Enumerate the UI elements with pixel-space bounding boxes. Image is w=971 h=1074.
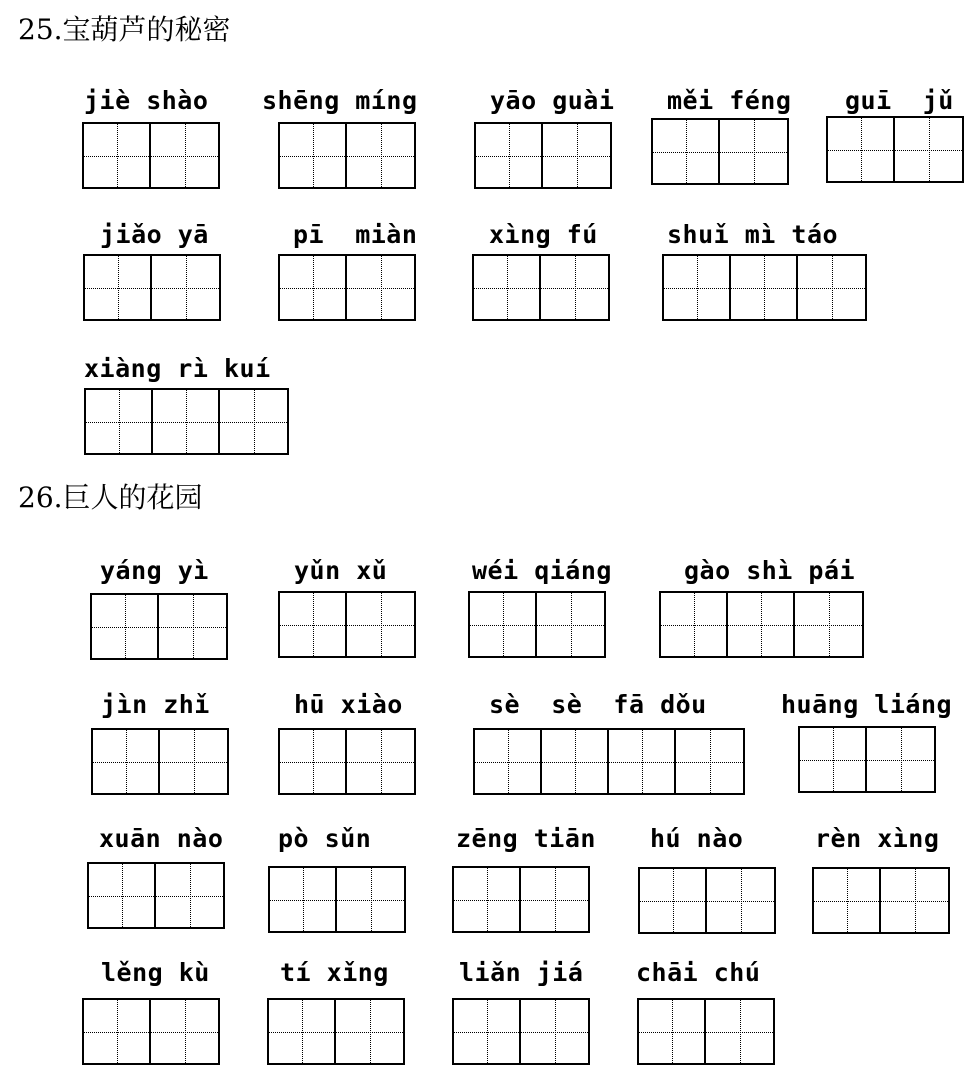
pinyin-label: shēng míng <box>262 86 418 115</box>
pinyin-label: jiǎo yā <box>100 220 209 249</box>
character-box[interactable] <box>895 118 962 181</box>
character-box[interactable] <box>706 1000 773 1063</box>
writing-grid <box>84 388 289 455</box>
character-box[interactable] <box>336 1000 403 1063</box>
character-box[interactable] <box>84 124 151 187</box>
character-box[interactable] <box>151 124 218 187</box>
character-box[interactable] <box>640 869 707 932</box>
character-box[interactable] <box>220 390 287 453</box>
character-box[interactable] <box>521 868 588 931</box>
character-box[interactable] <box>89 864 156 927</box>
writing-grid <box>651 118 789 185</box>
writing-grid <box>473 728 745 795</box>
writing-grid <box>278 591 416 658</box>
writing-grid <box>268 866 406 933</box>
writing-grid <box>82 998 220 1065</box>
writing-grid <box>91 728 229 795</box>
writing-grid <box>474 122 612 189</box>
character-box[interactable] <box>152 256 219 319</box>
character-box[interactable] <box>454 1000 521 1063</box>
character-box[interactable] <box>475 730 542 793</box>
section-title-26: 26.巨人的花园 <box>18 481 203 514</box>
character-box[interactable] <box>280 593 347 656</box>
pinyin-label: gào shì pái <box>684 556 856 585</box>
pinyin-label: shuǐ mì táo <box>667 220 839 249</box>
character-box[interactable] <box>537 593 604 656</box>
character-box[interactable] <box>542 730 609 793</box>
pinyin-label: jìn zhǐ <box>101 690 210 719</box>
character-box[interactable] <box>541 256 608 319</box>
pinyin-label: měi féng <box>667 86 792 115</box>
character-box[interactable] <box>347 256 414 319</box>
character-box[interactable] <box>86 390 153 453</box>
writing-grid <box>452 866 590 933</box>
character-box[interactable] <box>828 118 895 181</box>
character-box[interactable] <box>151 1000 218 1063</box>
character-box[interactable] <box>159 595 226 658</box>
writing-grid <box>468 591 606 658</box>
writing-grid <box>82 122 220 189</box>
writing-grid <box>278 122 416 189</box>
pinyin-label: yǔn xǔ <box>294 556 388 585</box>
character-box[interactable] <box>347 124 414 187</box>
character-box[interactable] <box>639 1000 706 1063</box>
character-box[interactable] <box>93 730 160 793</box>
character-box[interactable] <box>653 120 720 183</box>
character-box[interactable] <box>280 124 347 187</box>
pinyin-label: chāi chú <box>636 958 761 987</box>
character-box[interactable] <box>85 256 152 319</box>
pinyin-label: guī jǔ <box>845 86 954 115</box>
writing-grid <box>659 591 864 658</box>
character-box[interactable] <box>798 256 865 319</box>
writing-grid <box>90 593 228 660</box>
character-box[interactable] <box>661 593 728 656</box>
writing-grid <box>278 254 416 321</box>
character-box[interactable] <box>543 124 610 187</box>
character-box[interactable] <box>800 728 867 791</box>
character-box[interactable] <box>153 390 220 453</box>
character-box[interactable] <box>347 730 414 793</box>
character-box[interactable] <box>521 1000 588 1063</box>
character-box[interactable] <box>814 869 881 932</box>
pinyin-label: sè sè fā dǒu <box>489 690 707 719</box>
character-box[interactable] <box>664 256 731 319</box>
pinyin-label: wéi qiáng <box>472 556 612 585</box>
character-box[interactable] <box>92 595 159 658</box>
writing-grid <box>278 728 416 795</box>
pinyin-label: lěng kù <box>101 958 210 987</box>
character-box[interactable] <box>731 256 798 319</box>
character-box[interactable] <box>337 868 404 931</box>
pinyin-label: pī miàn <box>293 220 418 249</box>
pinyin-label: zēng tiān <box>456 824 596 853</box>
pinyin-label: xìng fú <box>489 220 598 249</box>
pinyin-label: hū xiào <box>294 690 403 719</box>
character-box[interactable] <box>609 730 676 793</box>
pinyin-label: pò sǔn <box>278 824 372 853</box>
character-box[interactable] <box>795 593 862 656</box>
writing-grid <box>83 254 221 321</box>
pinyin-label: xiàng rì kuí <box>84 354 271 383</box>
writing-grid <box>87 862 225 929</box>
character-box[interactable] <box>160 730 227 793</box>
writing-grid <box>798 726 936 793</box>
writing-grid <box>267 998 405 1065</box>
character-box[interactable] <box>270 868 337 931</box>
character-box[interactable] <box>269 1000 336 1063</box>
character-box[interactable] <box>84 1000 151 1063</box>
character-box[interactable] <box>454 868 521 931</box>
pinyin-label: hú nào <box>650 824 744 853</box>
character-box[interactable] <box>470 593 537 656</box>
section-title-25: 25.宝葫芦的秘密 <box>18 13 231 46</box>
character-box[interactable] <box>867 728 934 791</box>
pinyin-label: yāo guài <box>490 86 615 115</box>
writing-grid <box>662 254 867 321</box>
writing-grid <box>812 867 950 934</box>
character-box[interactable] <box>347 593 414 656</box>
character-box[interactable] <box>707 869 774 932</box>
character-box[interactable] <box>474 256 541 319</box>
pinyin-label: huāng liáng <box>781 690 953 719</box>
character-box[interactable] <box>280 730 347 793</box>
character-box[interactable] <box>881 869 948 932</box>
pinyin-label: xuān nào <box>99 824 224 853</box>
writing-grid <box>638 867 776 934</box>
writing-grid <box>637 998 775 1065</box>
character-box[interactable] <box>280 256 347 319</box>
writing-grid <box>826 116 964 183</box>
character-box[interactable] <box>720 120 787 183</box>
pinyin-label: yáng yì <box>100 556 209 585</box>
character-box[interactable] <box>728 593 795 656</box>
pinyin-label: liǎn jiá <box>459 958 584 987</box>
character-box[interactable] <box>156 864 223 927</box>
writing-grid <box>452 998 590 1065</box>
pinyin-label: jiè shào <box>84 86 209 115</box>
character-box[interactable] <box>676 730 743 793</box>
pinyin-label: rèn xìng <box>815 824 940 853</box>
pinyin-label: tí xǐng <box>280 958 389 987</box>
writing-grid <box>472 254 610 321</box>
character-box[interactable] <box>476 124 543 187</box>
